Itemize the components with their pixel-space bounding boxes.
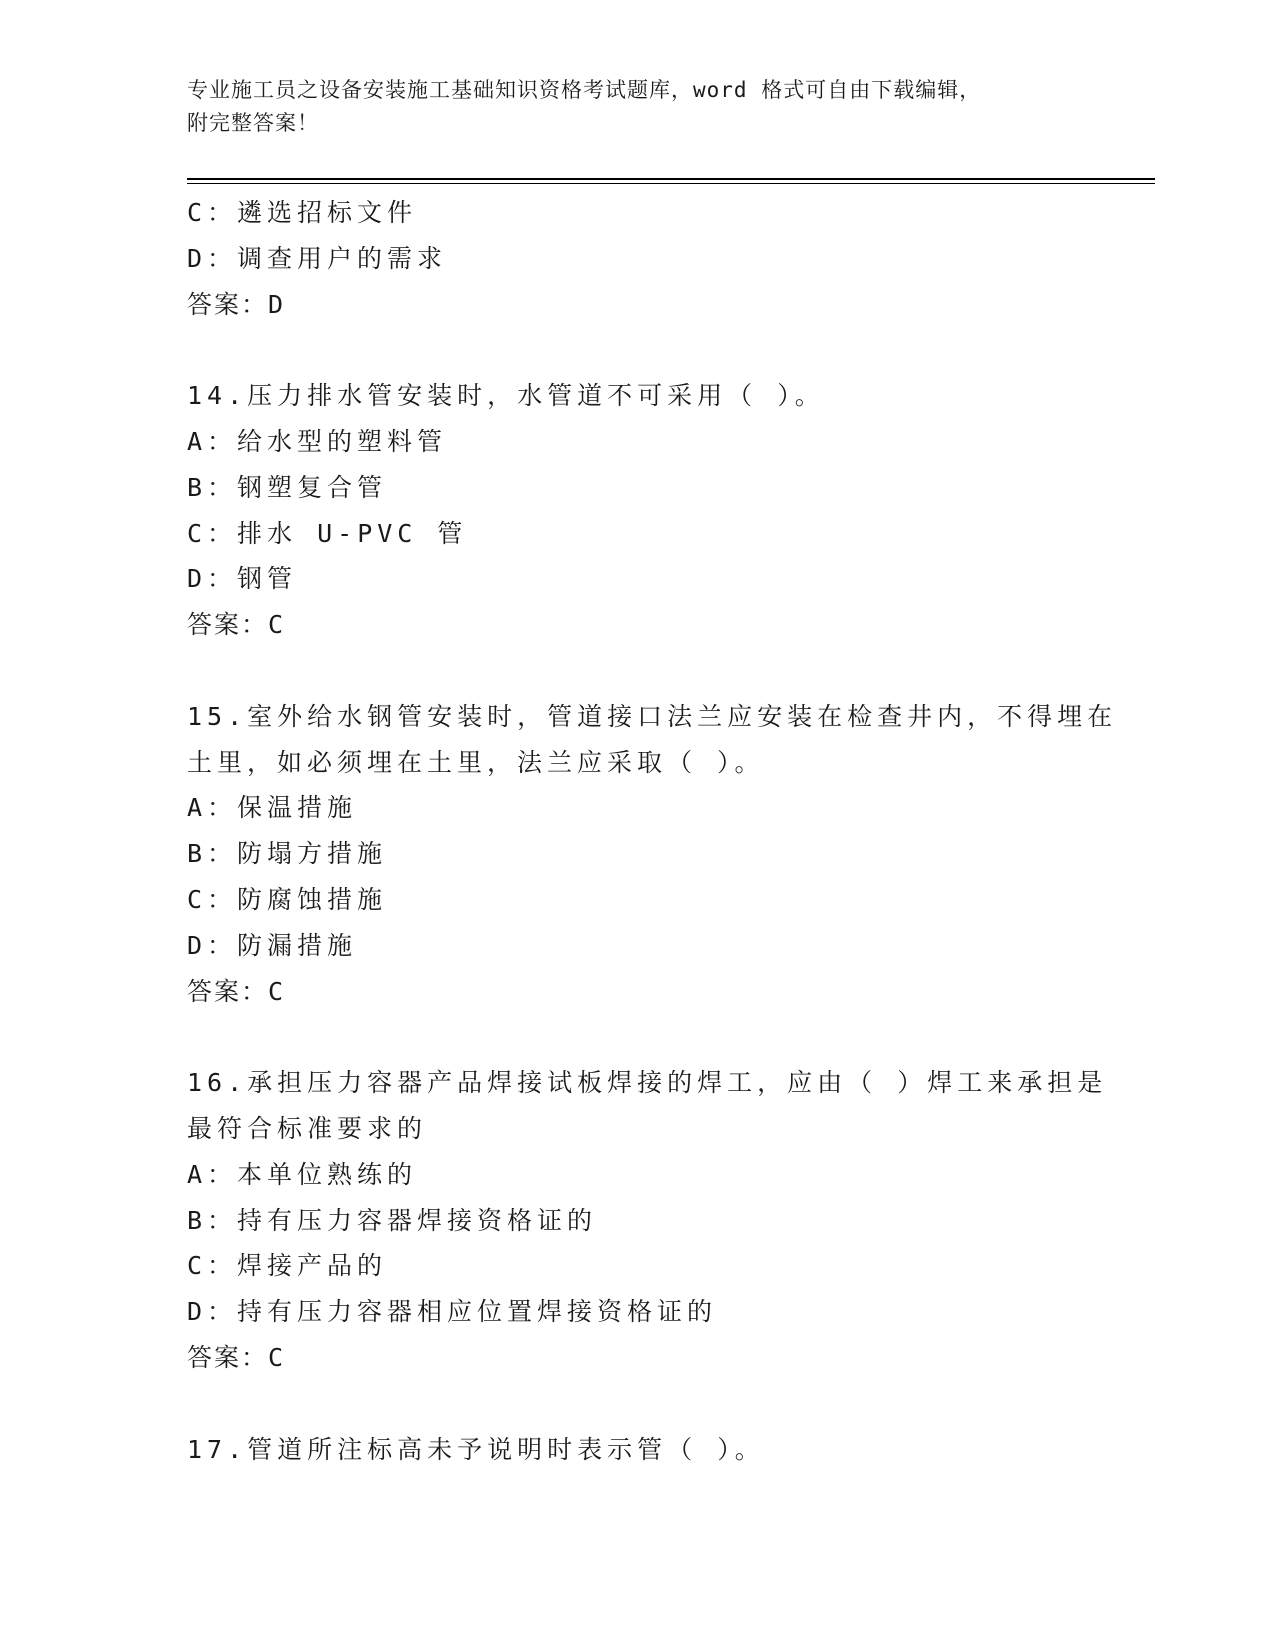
question-14 [187,373,1087,648]
option-a: A：给水型的塑料管 [187,426,448,456]
question-13-tail [187,190,1087,327]
option-b: B：钢塑复合管 [187,472,388,502]
option-a: A：本单位熟练的 [187,1159,418,1189]
header-title-line-2: 附完整答案！ [187,111,319,135]
option-c: C：排水 U-PVC 管 [187,518,468,548]
header-title-line-1: 专业施工员之设备安装施工基础知识资格考试题库，word 格式可自由下载编辑， [187,78,982,102]
answer-line: 答案：C [187,1342,286,1372]
option-a: A：保温措施 [187,793,358,823]
header-divider-thin [187,183,1155,184]
question-16 [187,1060,1108,1381]
question-stem: 14.压力排水管安装时，水管道不可采用（ ）。 [187,381,825,411]
answer-line: 答案：D [187,289,286,319]
option-d: D：钢管 [187,564,298,594]
question-stem-line-1: 16.承担压力容器产品焊接试板焊接的焊工，应由（ ）焊工来承担是 [187,1068,1108,1098]
option-c: C：防腐蚀措施 [187,884,388,914]
page-header [187,74,1087,140]
option-c: C：焊接产品的 [187,1251,388,1281]
question-stem-line-2: 最符合标准要求的 [187,1113,428,1143]
question-stem-line-1: 15.室外给水钢管安装时，管道接口法兰应安装在检查井内，不得埋在 [187,701,1118,731]
question-15 [187,694,1118,1015]
spacer [187,648,1087,694]
option-d: D：调查用户的需求 [187,243,448,273]
question-stem: 17.管道所注标高未予说明时表示管（ ）。 [187,1434,765,1464]
question-list [187,190,1118,1472]
option-c: C：遴选招标文件 [187,198,418,227]
spacer [187,1381,1087,1427]
option-b: B：持有压力容器焊接资格证的 [187,1205,598,1235]
spacer [187,1014,1087,1060]
option-d: D：持有压力容器相应位置焊接资格证的 [187,1297,718,1327]
option-d: D：防漏措施 [187,930,358,960]
question-stem-line-2: 土里，如必须埋在土里，法兰应采取（ ）。 [187,747,765,777]
answer-line: 答案：C [187,976,286,1006]
question-17 [187,1427,1087,1473]
option-b: B：防塌方措施 [187,839,388,869]
header-divider-thick [187,178,1155,180]
spacer [187,327,1087,373]
answer-line: 答案：C [187,610,286,640]
